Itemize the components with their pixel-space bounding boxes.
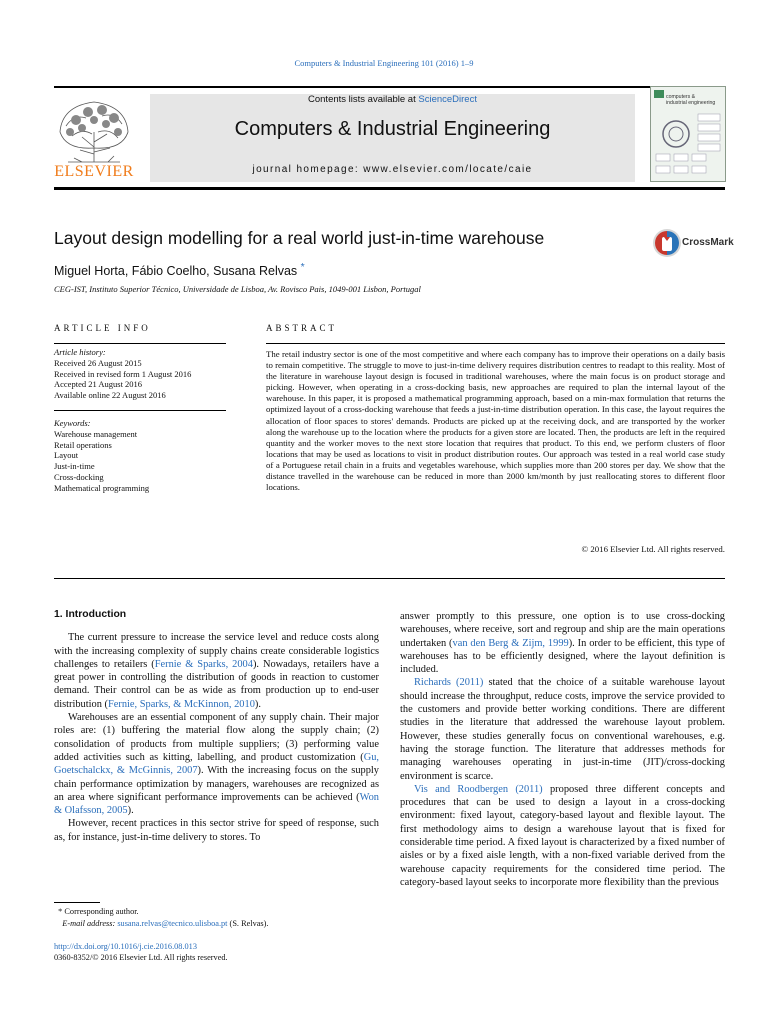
crossmark-icon: [652, 228, 682, 258]
citation-link[interactable]: Richards (2011): [414, 677, 484, 689]
paragraph-text: Warehouses are an essential component of any supply chain. Their major roles are: (1) buffering the material flow along the supply chain; (2) consolidation of products from multiple suppliers; (3) performing value added activities such as kitting, labelling, and product customization (: [54, 712, 379, 763]
paragraph: However, recent practices in this sector strive for speed of response, such as, for instance, just-in-time delivery to stores. To: [54, 818, 379, 843]
top-rule: [54, 86, 725, 88]
citation-link[interactable]: Vis and Roodbergen (2011): [414, 783, 543, 795]
footnote-mark: *: [58, 907, 63, 916]
crossmark-badge[interactable]: [652, 228, 742, 262]
footnote: [54, 906, 374, 930]
article-info-rule: [54, 343, 226, 344]
paragraph: [400, 676, 725, 782]
article-info-heading: ARTICLE INFO: [54, 323, 151, 333]
citation-link[interactable]: Won & Olafsson, 2005: [54, 791, 379, 817]
paragraph-text: stated that the choice of a suitable warehouse layout should increase the throughput, reduce costs, improve the service provided to the customers and provide better working conditions. There are different studies in the literature that addressed the warehouse layout problem. However, these studies generally focus on conventional warehouses, e.g. having the storage function. The literature that addresses methods for managing warehouses operating in just-in-time (JIT)/cross-docking environment is scarce.: [400, 677, 725, 782]
journal-title: Computers & Industrial Engineering: [234, 118, 551, 140]
body-column-right: [400, 610, 725, 889]
corresponding-author-note: [54, 906, 374, 918]
keywords-label: Keywords:: [54, 418, 91, 428]
keyword: Just-in-time: [54, 461, 95, 472]
paragraph-text: ). Nowadays, retailers have a great power in controlling the distribution of goods in reaction to customer demand. Their control can be as wide as from production up to end-user distribution (: [54, 658, 379, 710]
abstract-rule: [266, 343, 725, 344]
abstract-copyright: © 2016 Elsevier Ltd. All rights reserved.: [581, 544, 725, 554]
article-history: [54, 347, 254, 401]
running-head[interactable]: Computers & Industrial Engineering 101 (2016) 1–9: [294, 58, 474, 68]
email-link[interactable]: susana.relvas@tecnico.ulisboa.pt: [117, 919, 228, 928]
paragraph-text: ).: [254, 698, 261, 710]
history-item: Received in revised form 1 August 2016: [54, 368, 192, 379]
paragraph-text: ). In order to be efficient, this type of warehouses has to be efficiently designed, where the layout definition is included.: [400, 637, 726, 676]
email-label: E-mail address:: [62, 919, 116, 928]
publisher-name: ELSEVIER: [54, 163, 134, 180]
corresponding-author-mark[interactable]: *: [300, 262, 305, 273]
abstract-heading: ABSTRACT: [266, 323, 338, 333]
abstract-body: The retail industry sector is one of the most competitive and where each company has to improve their operations on a daily basis to remain competitive. The struggle to move to just-in-time delivery requires distribution centres to readapt to this reality. Most of the literature in warehouse layout design is focused in traditional warehouses, where the main focus is on product storage and picking. However, when operating in a cross-docking basis, new approaches are required to plan the internal layout of the warehouse. In this paper, it is proposed a mathematical programming approach, based on a min-max formulation that returns the optimized layout of a cross-docking warehouse that feeds a just-in-time distribution operation. In this case, the layout requires the allocation of floor spaces to stores' demands. Products are picked up at the receiving dock, and are transported by the worker along the warehouse up to the location where the products for a given store are located. Then, the products are left in the required quantity and the worker moves to the next store location that requires that product. To this end, we perform clusters of floor locations that may be used as locations to visit in product distribution routes. Our approach was tested in a real world case study of a Portuguese retail chain in a fruits and vegetables warehouse, which supplies more than 200 stores per day. We show that the distance travelled in the warehouse can be reduced in more than 2000 km/month by just reallocating stores to different floor locations.: [266, 349, 725, 493]
email-suffix: (S. Relvas).: [227, 919, 269, 928]
abstract-bottom-rule: [54, 578, 725, 579]
citation-link[interactable]: Fernie & Sparks, 2004: [154, 658, 253, 670]
paragraph: [400, 783, 725, 889]
citation-link[interactable]: van den Berg & Zijm, 1999: [452, 637, 569, 649]
citation-link[interactable]: Gu, Goetschalckx, & McGinnis, 2007: [54, 751, 379, 777]
paragraph-text: answer promptly to this pressure, one option is to use cross-docking warehouses, where receive, sort and regroup and ship are the main operations undertaken (: [400, 611, 725, 649]
history-item: Received 26 August 2015: [54, 357, 142, 368]
citation-link[interactable]: Fernie, Sparks, & McKinnon, 2010: [107, 698, 255, 710]
keyword: Layout: [54, 450, 79, 461]
issn-line: 0360-8352/© 2016 Elsevier Ltd. All rights reserved.: [54, 953, 228, 962]
keywords-list: [54, 418, 254, 494]
header-thick-rule: [54, 187, 725, 190]
paragraph: [54, 711, 379, 817]
email-note: [54, 918, 374, 930]
sciencedirect-link[interactable]: ScienceDirect: [418, 94, 477, 105]
doi-block: [54, 941, 228, 963]
affiliation: CEG-IST, Instituto Superior Técnico, Universidade de Lisboa, Av. Rovisco Pais, 1049-001 Lisbon, Portugal: [54, 284, 421, 294]
paragraph-text: The current pressure to increase the service level and reduce costs along with the increasing complexity of supply chains create considerable logistics challenges to retailers (: [54, 632, 379, 670]
corresponding-label: Corresponding author.: [64, 907, 139, 916]
body-column-left: [54, 608, 379, 844]
paragraph-text: proposed three different concepts and procedures that can be used to design a layout in a cross-docking environment: fixed layout, category-based layout and flexible layout. The first methodology aims to design a warehouse layout that is fixed for considerable time period. A fixed layout is characterized by a fixed number of aisles or by a fixed aisle length, with a non-fixed variable derived from the warehouse capacity requirements for the considered time period. The category-based layout seeks to incorporate more flexibility than the previous: [400, 783, 725, 888]
history-item: Available online 22 August 2016: [54, 390, 166, 401]
contents-prefix: Contents lists available at: [308, 94, 419, 105]
history-item: Accepted 21 August 2016: [54, 379, 143, 390]
crossmark-label: CrossMark: [682, 237, 734, 248]
doi-link[interactable]: http://dx.doi.org/10.1016/j.cie.2016.08.013: [54, 942, 197, 951]
author-line: [54, 262, 305, 278]
article-title: Layout design modelling for a real world just-in-time warehouse: [54, 228, 545, 248]
svg-text:industrial engineering: industrial engineering: [666, 100, 716, 106]
paragraph: [400, 610, 725, 676]
contents-line: [150, 94, 635, 105]
authors: Miguel Horta, Fábio Coelho, Susana Relvas: [54, 264, 298, 279]
section-heading-introduction: 1. Introduction: [54, 609, 127, 620]
journal-cover-thumbnail: [650, 86, 726, 182]
keyword: Retail operations: [54, 439, 112, 450]
history-label: Article history:: [54, 347, 106, 357]
history-keywords-rule: [54, 410, 226, 411]
keyword: Cross-docking: [54, 471, 104, 482]
cover-title: computers &: [666, 94, 696, 100]
keyword: Warehouse management: [54, 428, 138, 439]
paragraph-text: ). With the increasing focus on the supply chain performance optimization by managers, warehouses are recognized as an area where significant performance improvements can be achieved (: [54, 765, 380, 803]
footnote-rule: [54, 902, 100, 903]
keyword: Mathematical programming: [54, 482, 150, 493]
paragraph: [54, 631, 379, 711]
paragraph-text: ).: [127, 805, 134, 817]
journal-homepage[interactable]: journal homepage: www.elsevier.com/locate/caie: [252, 164, 533, 175]
